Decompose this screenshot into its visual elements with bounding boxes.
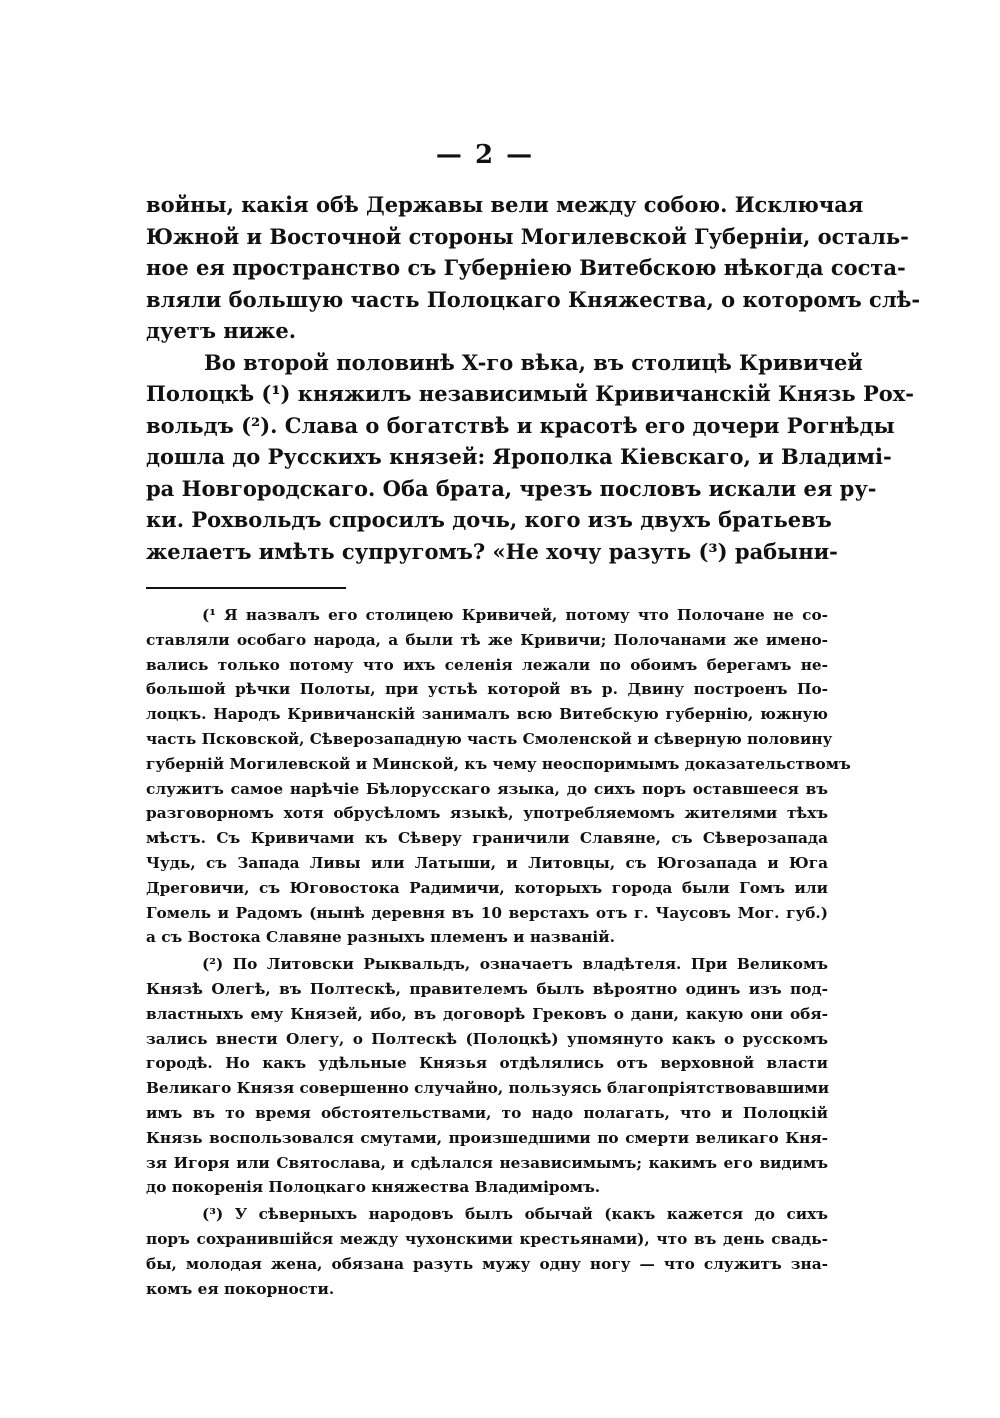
- footnote-line: городѣ. Но какъ удѣльные Князья отдѣлялись отъ верховной власти: [146, 1054, 828, 1073]
- main-text-line: вольдъ (²). Слава о богатствѣ и красотѣ его дочери Рогнѣды: [146, 412, 895, 438]
- footnote-line: зались внести Олегу, о Полтескѣ (Полоцкѣ) упомянуто какъ о русскомъ: [146, 1029, 828, 1048]
- footnote-line: Чудь, съ Запада Ливы или Латыши, и Литовцы, съ Югозапада и Юга: [146, 853, 828, 872]
- footnote-line: вались только потому что ихъ селенія лежали по обоимъ берегамъ не-: [146, 655, 828, 674]
- footnote-line: поръ сохранившійся между чухонскими крестьянами), что въ день свадь-: [146, 1229, 828, 1248]
- footnote-line: а съ Востока Славяне разныхъ племенъ и названій.: [146, 928, 615, 947]
- footnotes: [146, 603, 851, 1301]
- main-text-line: Во второй половинѣ X-го вѣка, въ столицѣ Кривичей: [204, 349, 863, 375]
- footnote-line: имъ въ то время обстоятельствами, то надо полагать, что и Полоцкій: [146, 1103, 828, 1122]
- footnote-line: (²) По Литовски Рыквальдъ, означаетъ владѣтеля. При Великомъ: [202, 955, 828, 974]
- main-text-line: вляли большую часть Полоцкаго Княжества, о которомъ слѣ-: [146, 286, 921, 312]
- footnote-line: зя Игоря или Святослава, и сдѣлался независимымъ; какимъ его видимъ: [146, 1153, 828, 1172]
- footnote-line: мѣстъ. Съ Кривичами къ Сѣверу граничили Славяне, съ Сѣверозапада: [146, 829, 828, 848]
- main-text-line: ки. Рохвольдъ спросилъ дочь, кого изъ двухъ братьевъ: [146, 507, 832, 532]
- main-text-line: ра Новгородскаго. Оба брата, чрезъ пословъ искали ея ру-: [146, 475, 877, 501]
- footnote-line: (³) У сѣверныхъ народовъ былъ обычай (какъ кажется до сихъ: [202, 1205, 828, 1224]
- main-text-line: ное ея пространство съ Губерніею Витебскою нѣкогда соста-: [146, 255, 906, 280]
- footnote-line: губерній Могилевской и Минской, къ чему неоспоримымъ доказательствомъ: [146, 754, 851, 773]
- footnote-line: Дреговичи, съ Юговостока Радимичи, которыхъ города были Гомъ или: [146, 878, 828, 897]
- main-text-line: дошла до Русскихъ князей: Ярополка Кіевскаго, и Владимі-: [146, 444, 892, 469]
- main-text: [146, 189, 921, 567]
- main-text-line: войны, какія обѣ Державы вели между собою. Исключая: [146, 192, 864, 217]
- footnote-line: лоцкъ. Народъ Кривичанскій занималъ всю Витебскую губернію, южную: [146, 705, 828, 724]
- footnote-line: Великаго Князя совершенно случайно, пользуясь благопріятствовавшими: [146, 1079, 830, 1098]
- footnote-line: бы, молодая жена, обязана разуть мужу одну ногу — что служитъ зна-: [146, 1254, 828, 1273]
- footnote-3: [146, 1202, 828, 1301]
- main-text-line: дуетъ ниже.: [146, 318, 297, 343]
- footnote-line: властныхъ ему Князей, ибо, въ договорѣ Грековъ о дани, какую они обя-: [146, 1004, 828, 1023]
- footnote-line: до покоренія Полоцкаго княжества Владиміромъ.: [146, 1178, 601, 1197]
- main-text-line: Южной и Восточной стороны Могилевской Губерніи, осталь-: [146, 223, 909, 249]
- footnote-line: ставляли особаго народа, а были тѣ же Кривичи; Полочанами же имено-: [146, 630, 828, 649]
- footnote-line: служитъ самое нарѣчіе Бѣлорусскаго языка, до сихъ поръ оставшееся въ: [146, 779, 828, 798]
- footnote-line: Князь воспользовался смутами, произшедшими по смерти великаго Кня-: [146, 1128, 828, 1147]
- footnote-2: [146, 952, 828, 1200]
- footnote-line: большой рѣчки Полоты, при устьѣ которой въ р. Двину построенъ По-: [146, 680, 828, 699]
- main-text-line: Полоцкѣ (¹) княжилъ независимый Кривичанскій Князь Рох-: [146, 381, 914, 406]
- footnote-line: Гомель и Радомъ (нынѣ деревня въ 10 верстахъ отъ г. Чаусовъ Мог. губ.): [146, 903, 828, 922]
- footnote-1: [146, 603, 851, 950]
- footnote-line: комъ ея покорности.: [146, 1279, 335, 1298]
- footnote-line: Князѣ Олегѣ, въ Полтескѣ, правителемъ былъ вѣроятно одинъ изъ под-: [146, 979, 828, 998]
- footnote-line: часть Псковской, Сѣверозападную часть Смоленской и сѣверную половину: [146, 729, 833, 748]
- page-number: — 2 —: [435, 140, 535, 170]
- footnote-line: (¹ Я назвалъ его столицею Кривичей, потому что Полочане не со-: [202, 606, 828, 624]
- main-text-line: желаетъ имѣть супругомъ? «Не хочу разуть (³) рабыни-: [146, 538, 838, 564]
- footnote-separator: [146, 587, 346, 589]
- footnote-line: разговорномъ хотя обрусѣломъ языкѣ, употребляемомъ жителями тѣхъ: [146, 804, 828, 823]
